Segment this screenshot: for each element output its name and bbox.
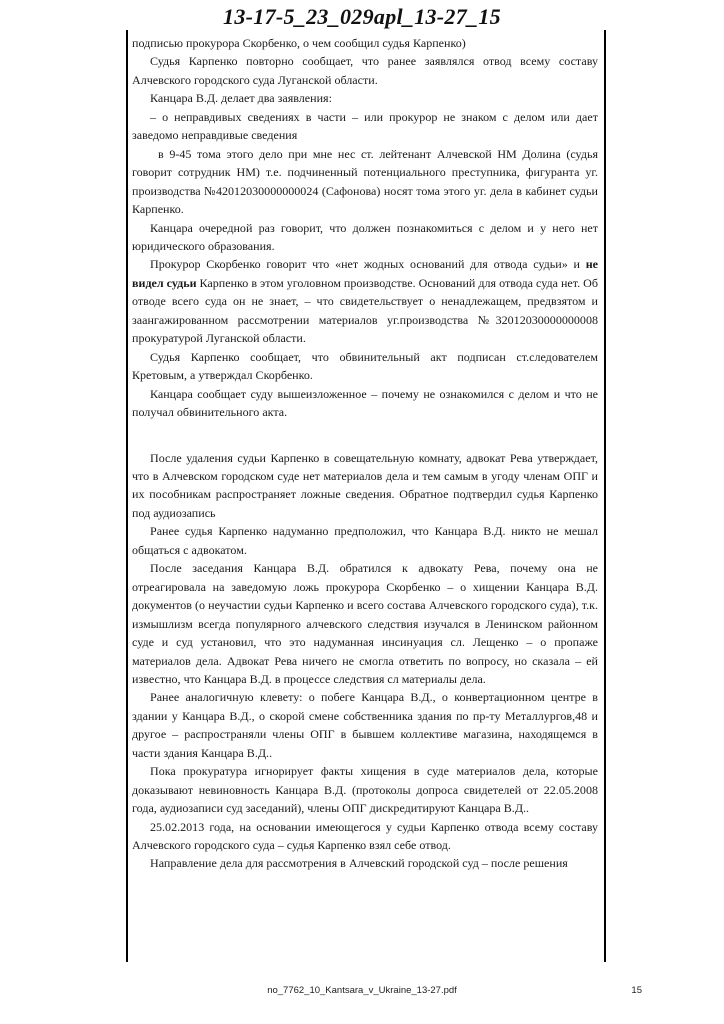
paragraph <box>132 255 598 347</box>
paragraph: Судья Карпенко повторно сообщает, что ранее заявлялся отвод всему составу Алчевского городского суда Луганской области. <box>132 54 598 87</box>
bold-phrase: не видел судьи <box>132 257 598 290</box>
paragraph: 25.02.2013 года, на основании имеющегося у судьи Карпенко отвода всему составу Алчевского городского суда – судья Карпенко взял себе отвод. <box>132 819 598 853</box>
paragraph: Канцара В.Д. делает два заявления: <box>150 91 332 106</box>
paragraph: в 9-45 тома этого дело при мне нес ст. лейтенант Алчевской НМ Долина (судья говорит сотрудник НМ) т.е. подчиненный потенциального преступника, фигуранта уг. производства №42012030000000024 (Сафонова) носят тома этого уг. дела в кабинет судьи Карпенко. <box>132 146 598 217</box>
document-body <box>132 34 598 873</box>
paragraph: Ранее аналогичную клевету: о побеге Канцара В.Д., о конвертационном центре в здании у Канцара В.Д., о скорой смене собственника здания по пр-ту Металлургов,48 и другое – распространяли члены ОПГ в бывшем коллективе магазина, находящемся в части здания Канцара В.Д.. <box>132 690 598 760</box>
paragraph: Судья Карпенко сообщает, что обвинительный акт подписан ст.следователем Кретовым, а утверждал Скорбенко. <box>132 349 598 383</box>
paragraph-text: Прокурор Скорбенко говорит что «нет жодных оснований для отвода судьи» и <box>150 257 586 272</box>
paragraph: Канцара очередной раз говорит, что должен познакомиться с делом и у него нет юридического образования. <box>132 220 598 253</box>
paragraph-text: Карпенко в этом уголовном производстве. Оснований для отвода суда нет. Об отводе всего суда он не знает, – что свидетельствует о ненадлежащем, предвзятом и заангажированном рассмотрении материалов уг.производства №32012030000000008 прокуратурой Луганской области. <box>132 275 598 346</box>
footer-page-number: 15 <box>631 985 642 996</box>
footer-filename: no_7762_10_Kantsara_v_Ukraine_13-27.pdf <box>267 985 457 996</box>
paragraph: После заседания Канцара В.Д. обратился к адвокату Рева, почему она не отреагировала на заведомую ложь прокурора Скорбенко – о хищении Канцара В.Д. документов (о неучастии судьи Карпенко и всего состава Алчевского городского суда), т.к. измышлизм всегда популярного алчевского следствия изучался в Ленинском районном суде и суд установил, что это надуманная инсинуация сл. Лещенко – о пропаже материалов дела. Адвокат Рева ничего не смогла ответить по вопросу, но сказала – ей известно, что Канцара В.Д. в процессе следствия сл материалы дела. <box>132 561 598 686</box>
paragraph: подписью прокурора Скорбенко, о чем сообщил судья Карпенко) <box>132 36 466 50</box>
paragraph: Ранее судья Карпенко надуманно предположил, что Канцара В.Д. никто не мешал общаться с адвокатом. <box>132 524 598 557</box>
paragraph: Направление дела для рассмотрения в Алчевский городской суд – после решения <box>150 856 568 871</box>
paragraph: – о неправдивых сведениях в части – или прокурор не знаком с делом или дает заведомо неправдивые сведения <box>132 109 598 143</box>
paragraph: Канцара сообщает суду вышеизложенное – почему не ознакомился с делом и что не получал обвинительного акта. <box>132 386 598 420</box>
document-code-header: 13-17-5_23_029apl_13-27_15 <box>223 4 501 29</box>
paragraph: После удаления судьи Карпенко в совещательную комнату, адвокат Рева утверждает, что в Алчевском городском суде нет материалов дела и тем самым в угоду членам ОПГ и их пособникам распространяет ложные сведения. Обратное подтвердил судья Карпенко под аудиозапись <box>132 450 598 520</box>
paragraph: Пока прокуратура игнорирует факты хищения в суде материалов дела, которые доказывают невиновность Канцара В.Д. (протоколы допроса свидетелей от 22.05.2008 года, аудиозаписи суд заседаний), члены ОПГ дискредитируют Канцара В.Д.. <box>132 764 598 816</box>
